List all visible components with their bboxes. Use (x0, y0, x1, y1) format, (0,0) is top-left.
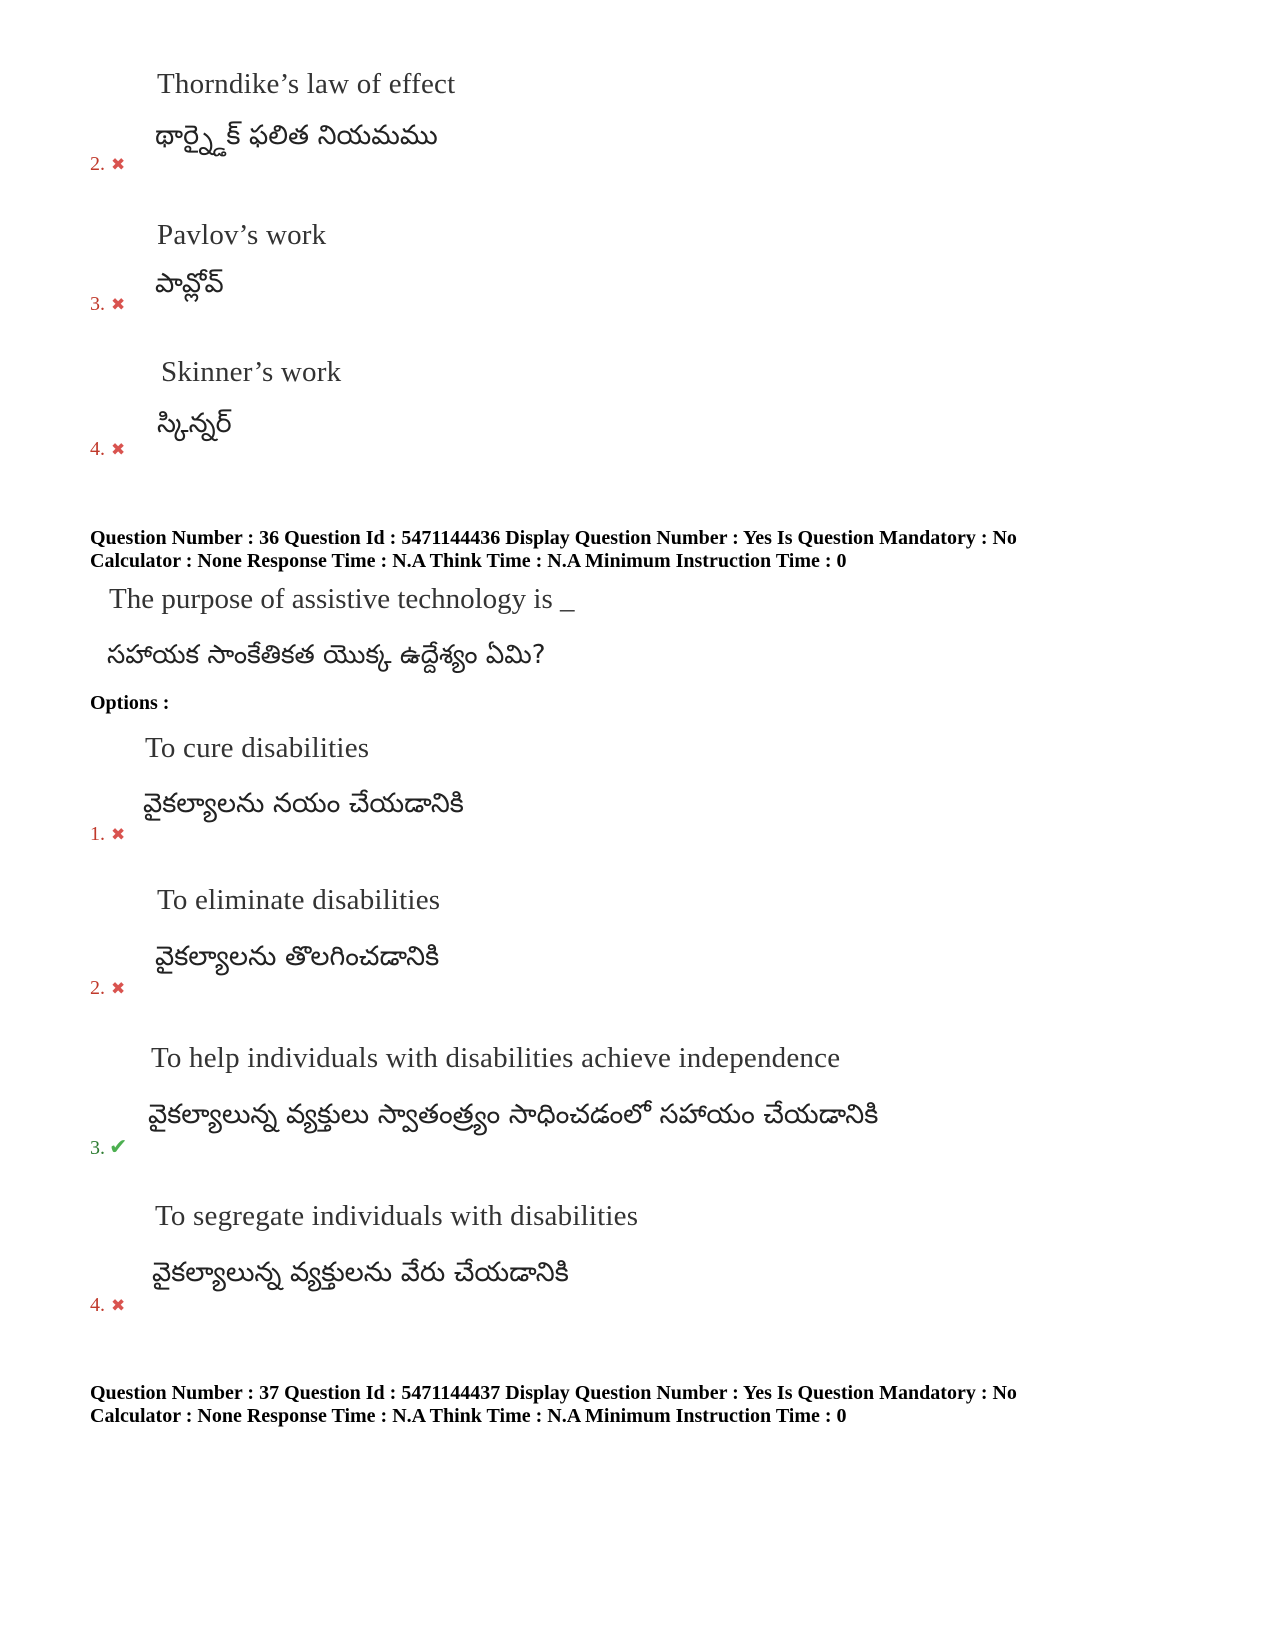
option-number-row (90, 293, 125, 316)
option-number-row (90, 438, 125, 461)
option-number-row (90, 1294, 125, 1317)
option-text-te: పావ్లోవ్ (155, 268, 224, 299)
option-text-te: వైకల్యాలను తొలగించడానికి (155, 941, 440, 972)
option-text-te: వైకల్యాలున్న వ్యక్తులు స్వాతంత్ర్యం సాధించడంలో సహాయం చేయడానికి (148, 1099, 879, 1130)
option-number: 2. (90, 153, 105, 175)
option-text-te: స్కిన్నర్ (157, 408, 232, 439)
cross-icon: ✖ (111, 295, 126, 315)
cross-icon: ✖ (111, 1296, 126, 1316)
question-text-te: సహాయక సాంకేతికత యొక్క ఉద్దేశ్యం ఏమి? (107, 640, 546, 670)
option-number: 4. (90, 438, 105, 460)
option-text-en: Pavlov’s work (157, 219, 327, 251)
options-label: Options : (90, 692, 170, 714)
cross-icon: ✖ (111, 155, 126, 175)
option-text-en: To cure disabilities (145, 732, 370, 764)
option-text-te: వైకల్యాలను నయం చేయడానికి (143, 788, 464, 819)
option-number: 1. (90, 823, 105, 845)
option-number: 3. (90, 293, 105, 315)
option-number-row (90, 823, 125, 846)
question-meta-line2: Calculator : None Response Time : N.A Think Time : N.A Minimum Instruction Time : 0 (90, 1405, 847, 1427)
option-text-en: Thorndike’s law of effect (157, 68, 456, 100)
check-icon: ✔ (109, 1135, 128, 1160)
cross-icon: ✖ (111, 825, 126, 845)
option-text-te: వైకల్యాలున్న వ్యక్తులను వేరు చేయడానికి (152, 1257, 569, 1288)
option-number: 4. (90, 1294, 105, 1316)
cross-icon: ✖ (111, 979, 126, 999)
option-text-en: To help individuals with disabilities achieve independence (151, 1042, 841, 1074)
option-text-en: To eliminate disabilities (157, 884, 441, 916)
option-text-te: థార్న్డైక్ ఫలిత నియమము (155, 120, 438, 151)
option-number-row (90, 1135, 127, 1160)
option-number-row (90, 977, 125, 1000)
question-meta-line1: Question Number : 37 Question Id : 5471144437 Display Question Number : Yes Is Question Mandatory : No (90, 1382, 1017, 1404)
option-number: 3. (90, 1137, 105, 1159)
question-meta-line2: Calculator : None Response Time : N.A Think Time : N.A Minimum Instruction Time : 0 (90, 550, 847, 572)
question-meta-line1: Question Number : 36 Question Id : 5471144436 Display Question Number : Yes Is Question Mandatory : No (90, 527, 1017, 549)
option-text-en: Skinner’s work (161, 356, 342, 388)
option-number-row (90, 153, 125, 176)
option-text-en: To segregate individuals with disabilities (155, 1200, 639, 1232)
question-text-en: The purpose of assistive technology is _ (109, 583, 575, 615)
option-number: 2. (90, 977, 105, 999)
cross-icon: ✖ (111, 440, 126, 460)
